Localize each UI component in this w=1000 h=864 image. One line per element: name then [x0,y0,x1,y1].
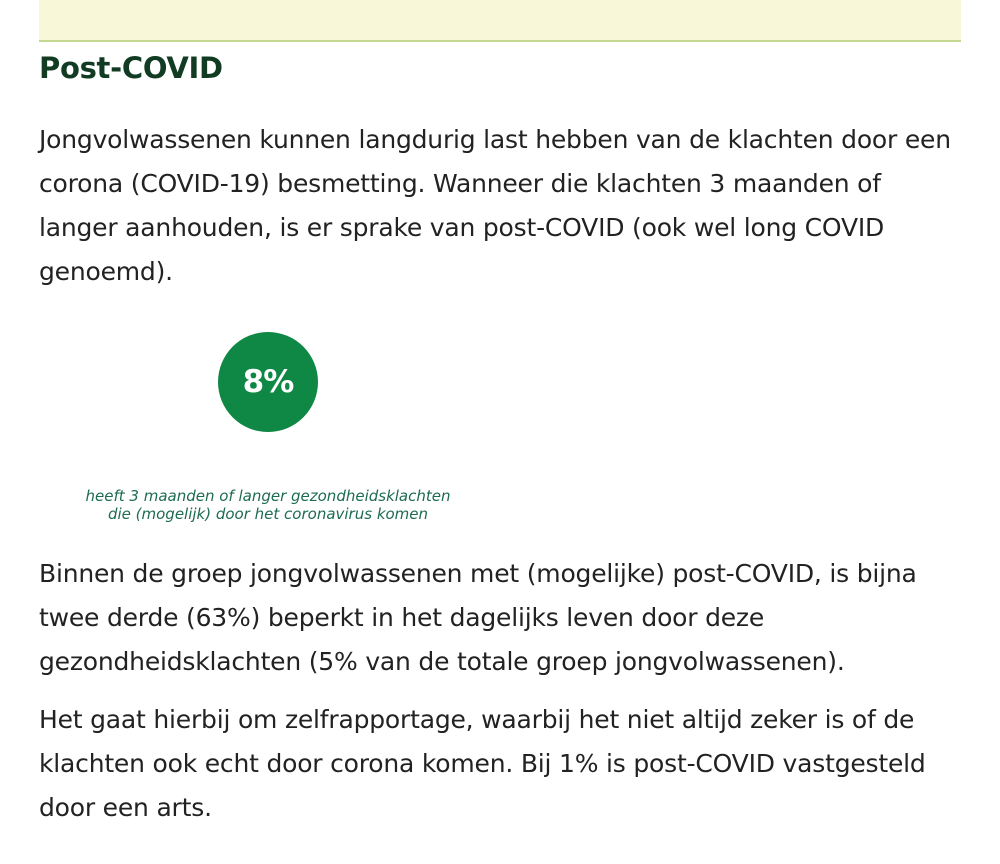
post-covid-section [39,48,961,830]
stat-caption-line-1: heeft 3 maanden of langer gezondheidsklachten [85,487,451,505]
top-banner [39,0,961,42]
stat-circle [218,332,318,432]
section-title: Post-COVID [39,51,223,85]
stat-value: 8% [242,364,294,400]
self-report-paragraph: Het gaat hierbij om zelfrapportage, waarbij het niet altijd zeker is of de klachten ook echt door corona komen. Bij 1% is post-COVID vastgesteld door een arts. [39,705,926,822]
stat-caption-line-2: die (mogelijk) door het coronavirus komen [107,505,429,523]
stat-caption [39,487,497,523]
limitation-paragraph: Binnen de groep jongvolwassenen met (mogelijke) post-COVID, is bijna twee derde (63%) beperkt in het dagelijks leven door deze gezondheidsklachten (5% van de totale groep jongvolwassenen). [39,559,917,676]
stat-infographic [39,294,961,552]
intro-paragraph: Jongvolwassenen kunnen langdurig last hebben van de klachten door een corona (COVID-19) besmetting. Wanneer die klachten 3 maanden of langer aanhouden, is er sprake van post-COVID (ook wel long COVID genoemd). [39,125,951,286]
